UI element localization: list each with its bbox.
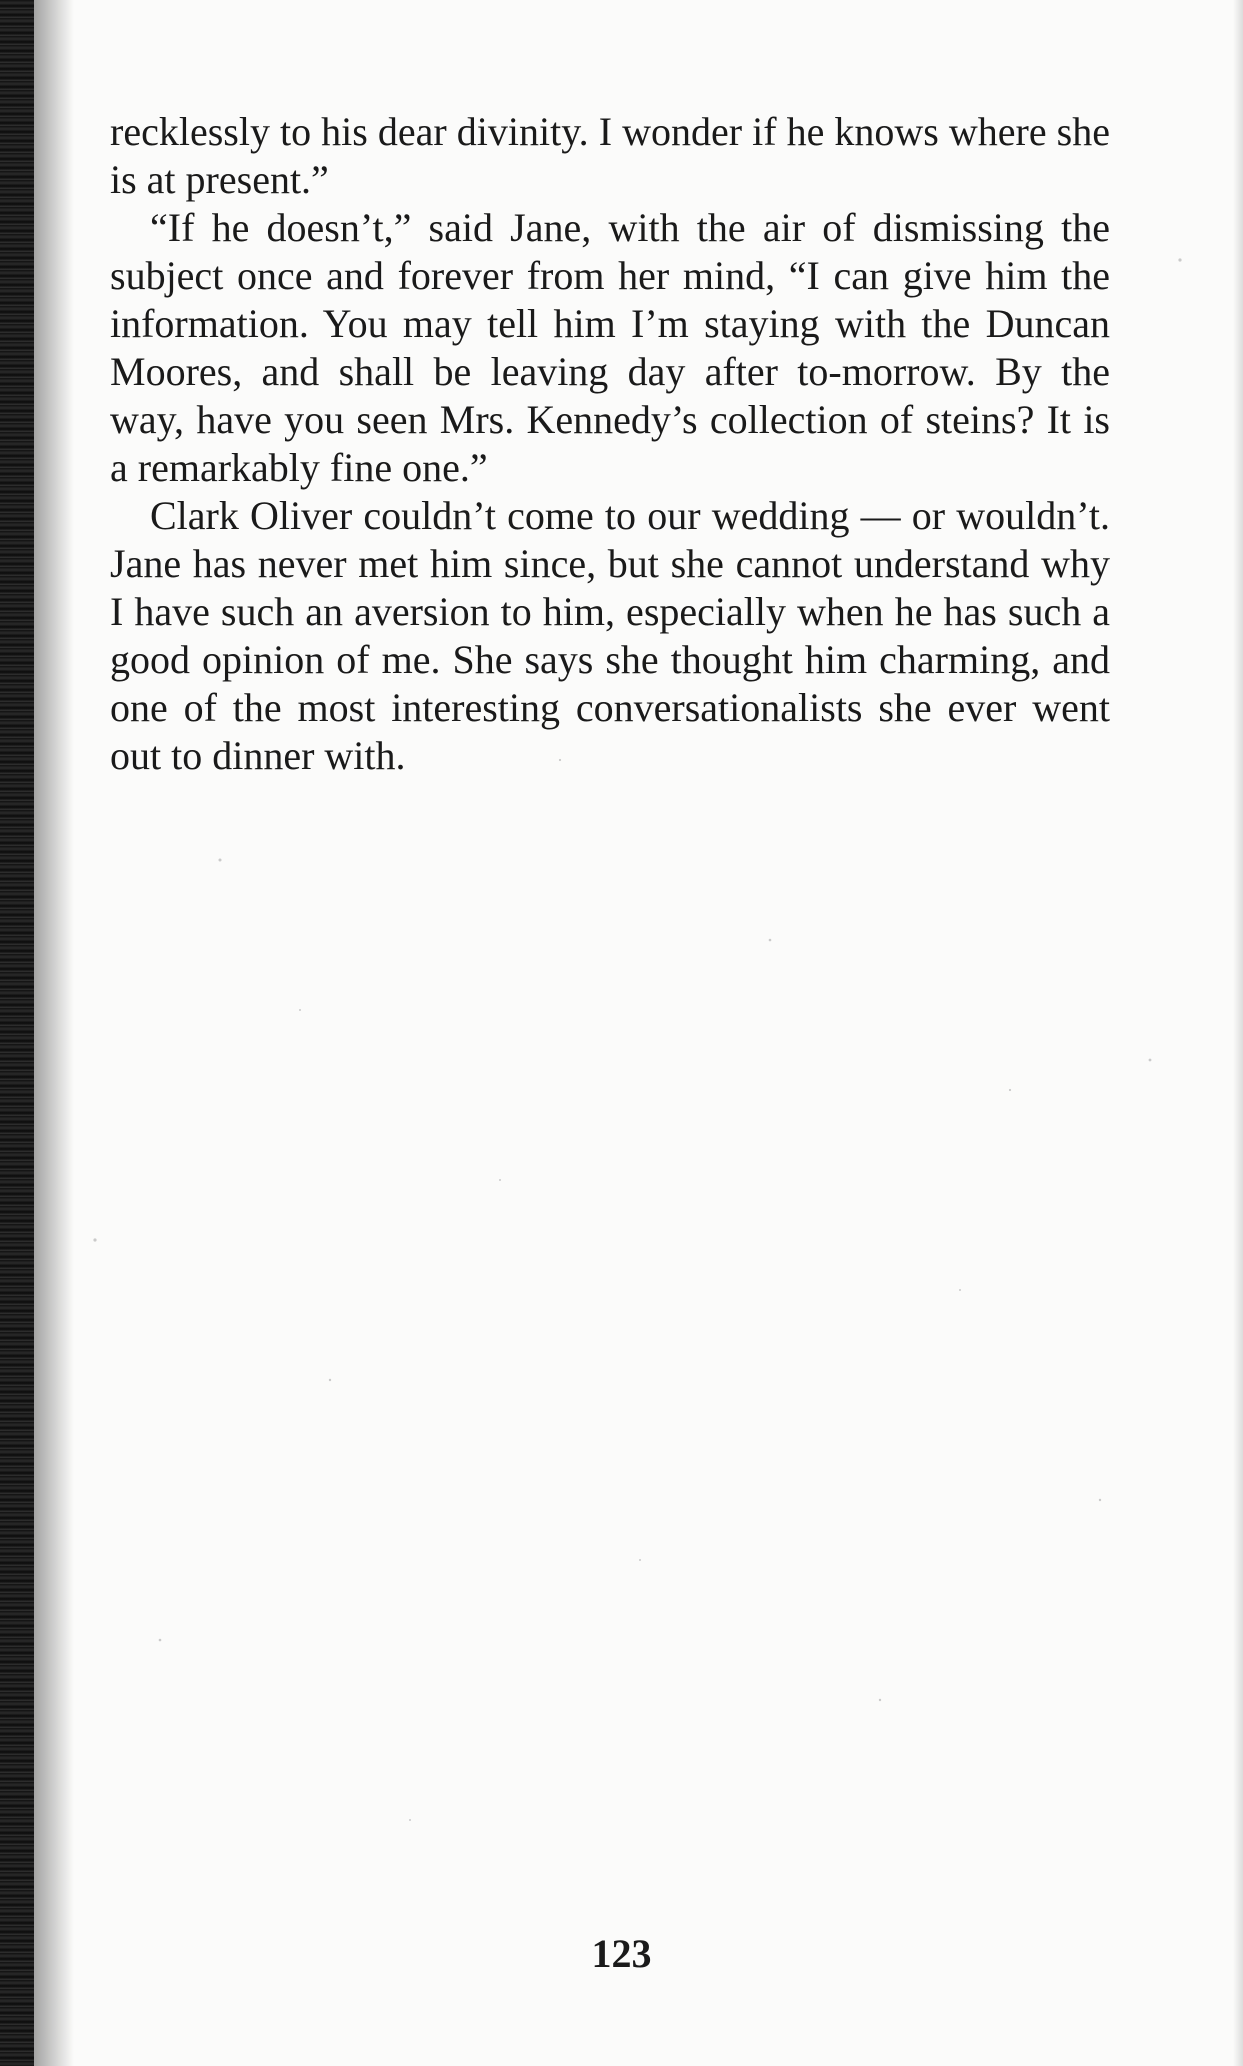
paragraph: “If he doesn’t,” said Jane, with the air of dismissing the subject once and forever from her mind, “I can give him the information. You may tell him I’m staying with the Duncan Moores, and shall be leaving day after to-morrow. By the way, have you seen Mrs. Kennedy’s collection of steins? It is a remarkably fine one.” xyxy=(110,205,1110,490)
binding-shadow xyxy=(0,0,34,2066)
page-edge xyxy=(1233,0,1243,2066)
page-number: 123 xyxy=(591,1931,652,1976)
body-text xyxy=(110,108,1110,780)
paragraph: Clark Oliver couldn’t come to our wedding — or wouldn’t. Jane has never met him since, but she cannot understand why I have such an aversion to him, especially when he has such a good opinion of me. She says she thought him charming, and one of the most interesting conversationalists she ever went out to dinner with. xyxy=(110,493,1110,778)
binding-fade xyxy=(34,0,74,2066)
paragraph: recklessly to his dear divinity. I wonder if he knows where she is at present.” xyxy=(110,109,1110,202)
